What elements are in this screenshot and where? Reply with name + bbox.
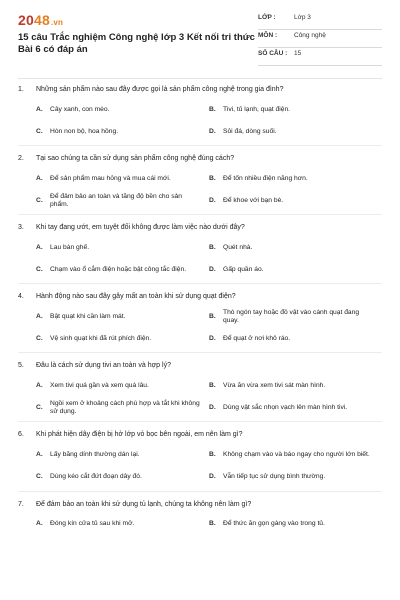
answer-option[interactable] [209,259,382,281]
answer-option[interactable] [36,306,209,328]
option-letter: B. [209,451,216,459]
option-text: Chạm vào ổ cắm điện hoặc bật công tắc điện. [50,266,187,274]
question-item [18,154,382,215]
question-item [18,500,382,536]
option-text: Đóng kín cửa tủ sau khi mở. [50,520,135,528]
option-text: Lau bàn ghế. [50,244,90,252]
answer-option[interactable] [36,259,209,281]
option-letter: A. [36,451,43,459]
answer-option[interactable] [36,328,209,350]
option-text: Để khoe với bạn bè. [223,197,284,204]
option-text: Bật quạt khi cần làm mát. [50,313,126,321]
question-number: 5. [18,362,24,370]
option-letter: A. [36,520,43,528]
answer-option[interactable] [209,445,382,467]
answer-option[interactable] [209,467,382,489]
answer-option[interactable] [209,237,382,259]
answer-option[interactable] [36,375,209,397]
option-letter: D. [209,266,216,274]
option-letter: B. [209,175,216,182]
option-letter: C. [36,127,43,135]
question-line [18,430,382,439]
option-letter: A. [36,175,43,182]
option-letter: A. [36,313,43,321]
question-list [18,85,382,536]
answer-option[interactable] [209,514,382,536]
header-left [18,12,258,68]
page-title: 15 câu Trắc nghiệm Công nghệ lớp 3 Kết nối tri thức Bài 6 có đáp án [18,32,255,55]
meta-row-class [258,14,382,30]
option-text: Gấp quần áo. [223,266,264,274]
option-text: Xem tivi quá gần và xem quá lâu. [50,382,149,390]
question-number: 7. [18,500,24,508]
brand-accent: 48 [33,12,50,28]
brand-main: 20 [18,12,34,28]
option-text: Vẫn tiếp tục sử dụng bình thường. [223,473,326,481]
meta-row-subject [258,32,382,48]
answer-options [18,168,382,212]
meta-value: 15 [294,50,302,57]
option-letter: D. [209,473,216,481]
option-letter: B. [209,105,216,113]
answer-option[interactable] [209,328,382,350]
option-letter: A. [36,105,43,113]
answer-option[interactable] [209,397,382,419]
meta-label: MÔN : [258,32,278,39]
option-text: Sỏi đá, dòng suối. [223,127,277,135]
question-divider [18,214,382,215]
answer-options [18,99,382,143]
question-item [18,85,382,146]
answer-options [18,375,382,419]
question-text: Tại sao chúng ta cần sử dụng sản phẩm công nghệ đúng cách? [36,155,235,163]
option-text: Lấy băng dính thường dán lại. [50,451,140,459]
option-text: Để tốn nhiều điện năng hơn. [223,175,308,182]
option-letter: C. [36,266,43,274]
answer-option[interactable] [36,467,209,489]
question-line [18,223,382,232]
option-text: Ngồi xem ở khoảng cách phù hợp và tắt khi không sử dụng. [50,400,200,416]
option-text: Cây xanh, con mèo. [50,105,110,113]
meta-row-count [258,50,382,66]
question-item [18,223,382,284]
question-line [18,500,382,509]
option-letter: C. [36,197,43,204]
answer-option[interactable] [209,190,382,212]
question-divider [18,421,382,422]
question-text: Khi phát hiện dây điện bị hở lớp vỏ bọc bên ngoài, em nên làm gì? [36,431,243,439]
answer-option[interactable] [36,168,209,190]
option-text: Vừa ăn vừa xem tivi sát màn hình. [223,382,326,390]
question-number: 6. [18,431,24,439]
option-letter: C. [36,404,43,412]
option-text: Không chạm vào và báo ngay cho người lớn biết. [223,451,370,459]
answer-options [18,306,382,350]
option-letter: B. [209,520,216,528]
option-letter: C. [36,335,43,343]
answer-option[interactable] [36,190,209,212]
question-line [18,361,382,370]
answer-option[interactable] [209,168,382,190]
answer-option[interactable] [209,121,382,143]
header-divider [18,78,382,79]
answer-options [18,514,382,536]
brand-suffix: .vn [50,18,64,27]
option-letter: D. [209,197,216,204]
option-text: Quét nhà. [223,244,253,252]
question-number: 4. [18,293,24,301]
option-text: Để đảm bảo an toàn và tăng độ bền cho sản phẩm. [50,192,182,209]
option-text: Tivi, tủ lạnh, quạt điện. [223,105,291,113]
question-item [18,292,382,353]
option-letter: B. [209,313,216,321]
option-letter: D. [209,404,216,412]
meta-label: SỐ CÂU : [258,50,288,57]
question-number: 1. [18,86,24,93]
header [18,12,382,68]
answer-option[interactable] [36,99,209,121]
answer-option[interactable] [209,375,382,397]
question-divider [18,491,382,492]
answer-option[interactable] [36,121,209,143]
answer-option[interactable] [209,99,382,121]
answer-option[interactable] [36,237,209,259]
meta-value: Lớp 3 [294,14,311,21]
question-text: Những sản phẩm nào sau đây được gọi là sản phẩm công nghệ trong gia đình? [36,86,284,93]
question-line [18,154,382,163]
answer-option[interactable] [36,445,209,467]
question-item [18,361,382,422]
option-text: Để thức ăn gọn gàng vào trong tủ. [223,520,325,528]
question-text: Hành động nào sau đây gây mất an toàn khi sử dụng quạt điện? [36,293,236,301]
option-text: Dùng kéo cắt đứt đoạn dây đó. [50,473,142,481]
question-text: Khi tay đang ướt, em tuyệt đối không được làm việc nào dưới đây? [36,224,245,232]
question-divider [18,352,382,353]
option-text: Để sản phẩm mau hỏng và mua cái mới. [50,175,171,182]
option-letter: A. [36,382,43,390]
answer-option[interactable] [36,514,209,536]
option-text: Thò ngón tay hoặc đồ vật vào cánh quạt đang quay. [223,309,360,325]
question-line [18,85,382,94]
question-divider [18,145,382,146]
question-text: Đâu là cách sử dụng tivi an toàn và hợp lý? [36,362,171,370]
question-text: Để đảm bảo an toàn khi sử dụng tủ lạnh, chúng ta không nên làm gì? [36,500,252,508]
option-letter: C. [36,473,43,481]
option-text: Hòn non bộ, hoa hồng. [50,127,119,135]
meta-value: Công nghệ [294,32,326,39]
meta-panel [258,14,382,68]
option-letter: B. [209,244,216,252]
option-letter: B. [209,382,216,390]
answer-option[interactable] [36,397,209,419]
question-divider [18,283,382,284]
option-letter: D. [209,335,216,343]
question-number: 2. [18,155,24,163]
answer-options [18,445,382,489]
answer-option[interactable] [209,306,382,328]
option-text: Dùng vật sắc nhọn vạch lên màn hình tivi. [223,404,348,412]
question-line [18,292,382,301]
question-item [18,430,382,491]
meta-label: LỚP : [258,14,276,21]
brand-logo[interactable] [18,12,258,28]
option-text: Vệ sinh quạt khi đã rút phích điện. [50,335,152,343]
option-text: Để quạt ở nơi khô ráo. [223,335,291,343]
option-letter: D. [209,127,216,135]
answer-options [18,237,382,281]
question-number: 3. [18,224,24,232]
option-letter: A. [36,244,43,252]
